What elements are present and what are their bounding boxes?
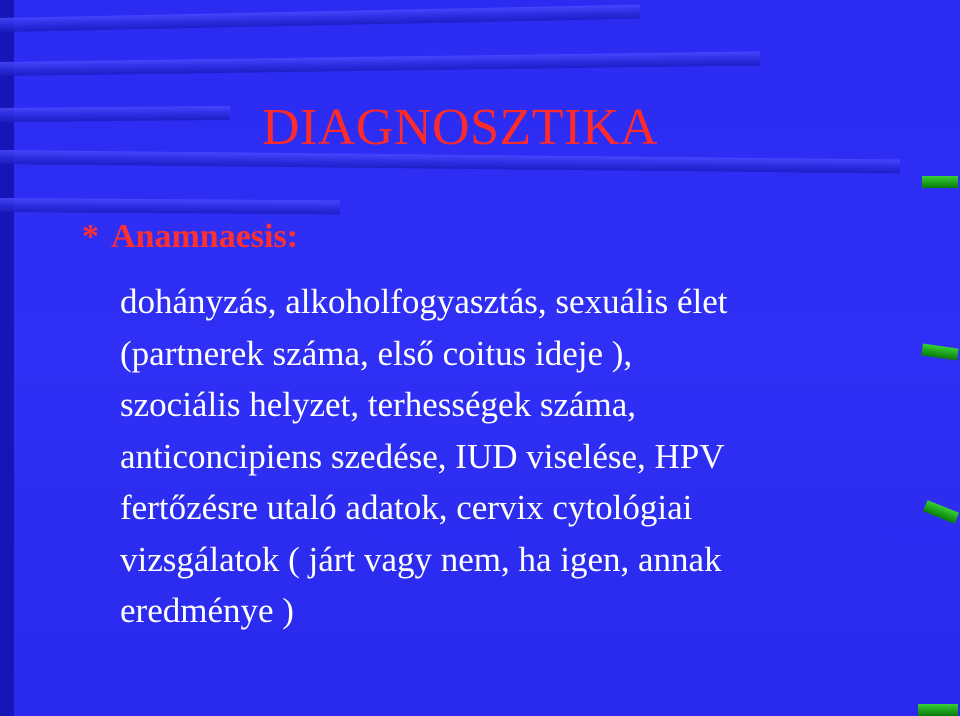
body-text bbox=[120, 276, 920, 637]
green-accent-dash bbox=[923, 500, 959, 524]
decorative-stripe bbox=[0, 51, 760, 76]
body-line: dohányzás, alkoholfogyasztás, sexuális élet bbox=[120, 282, 728, 321]
body-line: szociális helyzet, terhességek száma, bbox=[120, 385, 637, 424]
green-accent-dash bbox=[922, 176, 958, 188]
body-line: vizsgálatok ( járt vagy nem, ha igen, annak bbox=[120, 539, 722, 579]
decorative-stripe bbox=[0, 198, 340, 214]
body-line: fertőzésre utaló adatok, cervix cytológiai bbox=[120, 488, 693, 527]
slide-title: DIAGNOSZTIKA bbox=[262, 99, 658, 156]
bullet-marker: * bbox=[82, 218, 99, 255]
green-accent-dash bbox=[921, 344, 958, 361]
decorative-stripe bbox=[0, 5, 640, 32]
subheading-text: Anamnaesis: bbox=[111, 218, 299, 255]
green-accent-dash bbox=[918, 704, 958, 716]
decorative-stripe bbox=[0, 106, 230, 122]
body-line: (partnerek száma, első coitus ideje ), bbox=[120, 333, 633, 373]
body-line: eredménye ) bbox=[120, 591, 294, 630]
subheading bbox=[82, 218, 298, 256]
body-line: anticoncipiens szedése, IUD viselése, HPV bbox=[120, 436, 725, 476]
